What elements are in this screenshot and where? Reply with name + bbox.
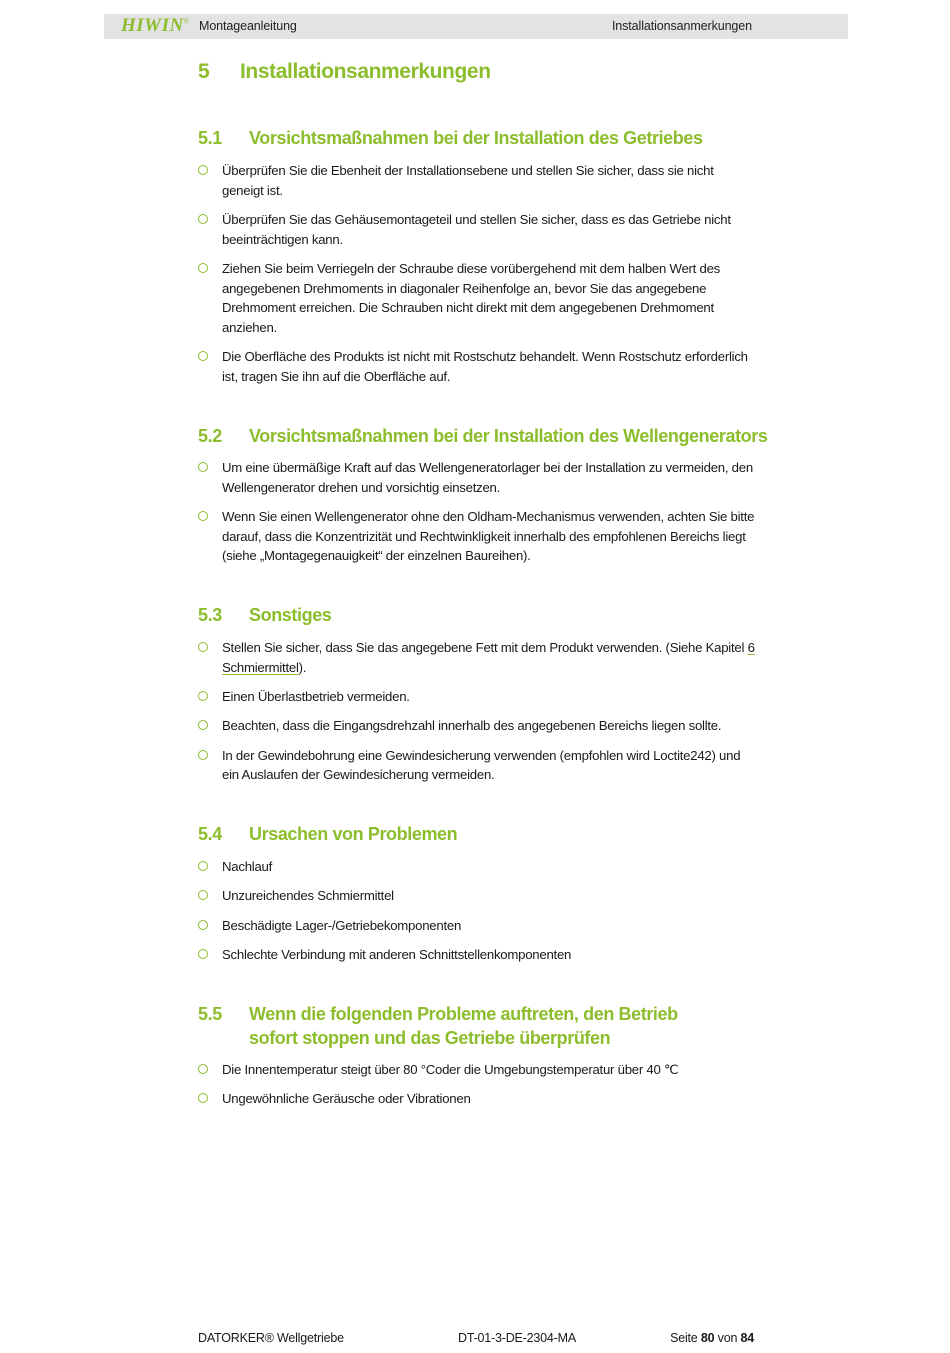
section-title: Ursachen von Problemen — [249, 824, 458, 844]
list-item: Stellen Sie sicher, dass Sie das angegebene Fett mit dem Produkt verwenden. (Siehe Kapitel 6 Schmiermittel). — [198, 638, 758, 677]
list-item: Schlechte Verbindung mit anderen Schnittstellenkomponenten — [198, 945, 758, 965]
section-heading-5-1 — [198, 126, 769, 150]
bullet-circle-icon — [198, 263, 208, 273]
chapter-6-link[interactable]: 6 Schmiermittel — [222, 640, 755, 675]
section-title: Sonstiges — [249, 605, 332, 625]
footer-page-number: Seite 80 von 84 — [670, 1331, 754, 1345]
list-item: Die Oberfläche des Produkts ist nicht mit Rostschutz behandelt. Wenn Rostschutz erforderlich ist, tragen Sie ihn auf die Oberfläche auf. — [198, 347, 758, 386]
footer-document-id: DT-01-3-DE-2304-MA — [458, 1331, 576, 1345]
bullet-list-5-1 — [198, 161, 758, 396]
bullet-circle-icon — [198, 890, 208, 900]
bullet-circle-icon — [198, 949, 208, 959]
bullet-circle-icon — [198, 1093, 208, 1103]
section-heading-5-3 — [198, 603, 769, 627]
section-number: 5.5 — [198, 1004, 222, 1024]
bullet-circle-icon — [198, 691, 208, 701]
bullet-circle-icon — [198, 165, 208, 175]
list-item: Beschädigte Lager-/Getriebekomponenten — [198, 916, 758, 936]
chapter-number: 5 — [198, 60, 210, 83]
bullet-circle-icon — [198, 214, 208, 224]
bullet-circle-icon — [198, 462, 208, 472]
bullet-list-5-2 — [198, 458, 758, 576]
bullet-circle-icon — [198, 642, 208, 652]
header-document-type: Montageanleitung — [199, 19, 297, 33]
header-chapter-title: Installationsanmerkungen — [611, 19, 752, 33]
list-item: Beachten, dass die Eingangsdrehzahl innerhalb des angegebenen Bereichs liegen sollte. — [198, 716, 758, 736]
list-item: Unzureichendes Schmiermittel — [198, 886, 758, 906]
bullet-circle-icon — [198, 351, 208, 361]
bullet-list-5-5 — [198, 1060, 758, 1119]
bullet-circle-icon — [198, 920, 208, 930]
page-header — [104, 14, 848, 39]
section-number: 5.1 — [198, 128, 222, 148]
bullet-circle-icon — [198, 750, 208, 760]
chapter-heading — [198, 60, 491, 84]
section-number: 5.2 — [198, 426, 222, 446]
hiwin-logo: HIWIN® — [121, 15, 190, 36]
bullet-circle-icon — [198, 720, 208, 730]
list-item: Wenn Sie einen Wellengenerator ohne den Oldham-Mechanismus verwenden, achten Sie bitte darauf, dass die Konzentrizität und Rechtwinkligkeit innerhalb des empfohlenen Bereichs liegt (siehe „Montagegenauigkeit“ der einzelnen Baureihen). — [198, 507, 758, 566]
bullet-circle-icon — [198, 1064, 208, 1074]
list-item: Um eine übermäßige Kraft auf das Wellengeneratorlager bei der Installation zu vermeiden, den Wellengenerator drehen und vorsichtig einsetzen. — [198, 458, 758, 497]
section-title: Vorsichtsmaßnahmen bei der Installation des Wellengenerators — [249, 426, 768, 446]
bullet-circle-icon — [198, 511, 208, 521]
list-item: Ziehen Sie beim Verriegeln der Schraube diese vorübergehend mit dem halben Wert des angegebenen Drehmoments in diagonaler Reihenfolge an, bevor Sie das angegebene Drehmoment erreichen. Die Schrauben nicht direkt mit dem angegebenen Drehmoment anziehen. — [198, 259, 758, 338]
footer-product-name: DATORKER® Wellgetriebe — [198, 1331, 344, 1345]
section-number: 5.4 — [198, 824, 222, 844]
list-item: Einen Überlastbetrieb vermeiden. — [198, 687, 758, 707]
list-item: Nachlauf — [198, 857, 758, 877]
list-item: Überprüfen Sie die Ebenheit der Installationsebene und stellen Sie sicher, dass sie nicht geneigt ist. — [198, 161, 758, 200]
list-item: Ungewöhnliche Geräusche oder Vibrationen — [198, 1089, 758, 1109]
section-number: 5.3 — [198, 605, 222, 625]
section-title: Wenn die folgenden Probleme auftreten, den Betrieb sofort stoppen und das Getriebe überprüfen — [249, 1004, 678, 1048]
bullet-circle-icon — [198, 861, 208, 871]
chapter-title: Installationsanmerkungen — [240, 60, 491, 83]
section-heading-5-4 — [198, 822, 769, 846]
section-heading-5-2 — [198, 424, 769, 448]
section-title: Vorsichtsmaßnahmen bei der Installation des Getriebes — [249, 128, 703, 148]
list-item: Überprüfen Sie das Gehäusemontageteil und stellen Sie sicher, dass es das Getriebe nicht beeinträchtigen kann. — [198, 210, 758, 249]
list-item: In der Gewindebohrung eine Gewindesicherung verwenden (empfohlen wird Loctite242) und ein Auslaufen der Gewindesicherung vermeiden. — [198, 746, 758, 785]
bullet-list-5-4 — [198, 857, 758, 974]
bullet-list-5-3 — [198, 638, 758, 795]
list-item: Die Innentemperatur steigt über 80 °Coder die Umgebungstemperatur über 40 ℃ — [198, 1060, 758, 1080]
section-heading-5-5 — [198, 1002, 729, 1050]
